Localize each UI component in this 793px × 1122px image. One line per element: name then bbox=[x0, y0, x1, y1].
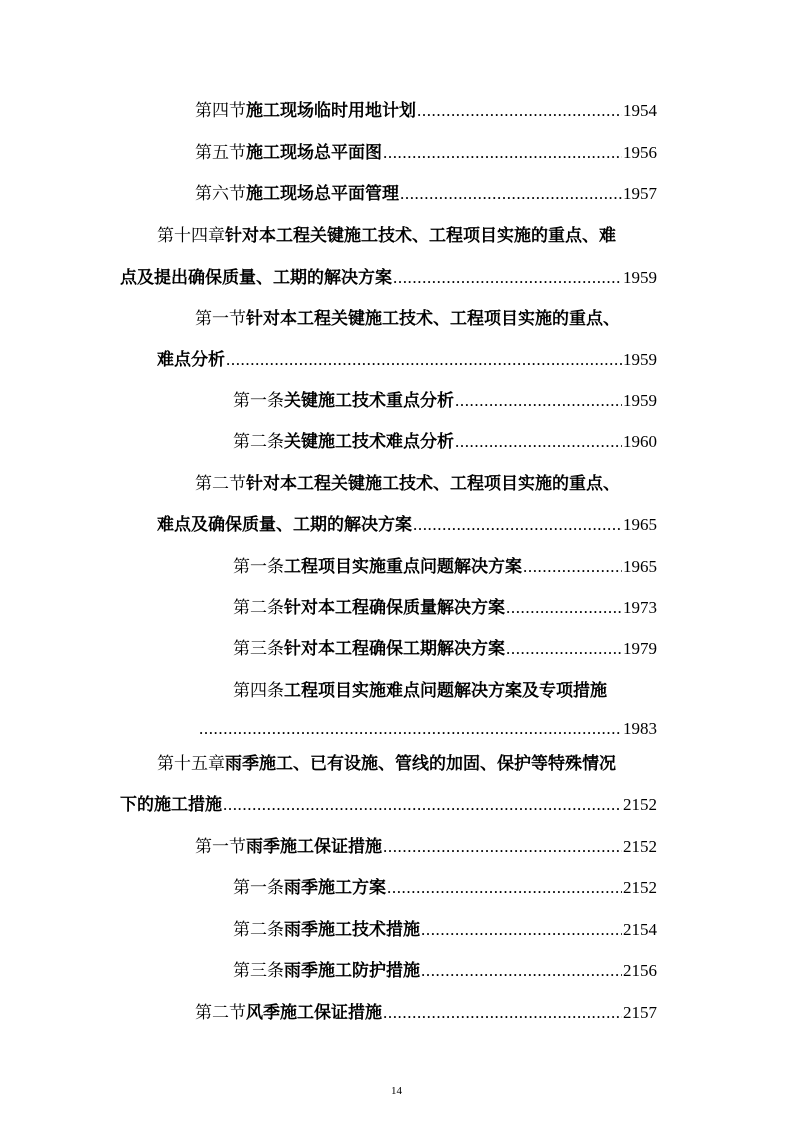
page-number: 14 bbox=[391, 1085, 402, 1097]
dot-leader bbox=[413, 514, 622, 536]
toc-entry-prefix: 第四条 bbox=[233, 681, 284, 701]
toc-entry-prefix: 第二节 bbox=[195, 1003, 246, 1023]
dot-leader bbox=[383, 142, 622, 164]
dot-leader bbox=[383, 1002, 622, 1024]
toc-entry[interactable] bbox=[233, 877, 657, 899]
toc-entry-title: 雨季施工防护措施 bbox=[284, 961, 420, 981]
toc-entry-page: 1956 bbox=[623, 143, 657, 162]
toc-entry[interactable] bbox=[233, 556, 657, 578]
toc-entry-title: 工程项目实施重点问题解决方案 bbox=[284, 557, 522, 577]
toc-entry[interactable] bbox=[233, 638, 657, 660]
dot-leader bbox=[523, 556, 622, 578]
dot-leader bbox=[455, 390, 622, 412]
dot-leader bbox=[383, 836, 622, 858]
dot-leader bbox=[421, 960, 622, 982]
toc-entry[interactable] bbox=[233, 680, 607, 702]
toc-entry-title: 施工现场总平面图 bbox=[246, 143, 382, 163]
toc-entry-title: 针对本工程确保工期解决方案 bbox=[284, 639, 505, 659]
toc-entry-title: 雨季施工、已有设施、管线的加固、保护等特殊情况 bbox=[225, 754, 616, 774]
toc-entry-title-cont: 点及提出确保质量、工期的解决方案 bbox=[120, 268, 392, 288]
toc-entry-page: 2152 bbox=[623, 878, 657, 897]
toc-entry-prefix: 第二条 bbox=[233, 432, 284, 452]
toc-entry-title: 关键施工技术重点分析 bbox=[284, 391, 454, 411]
toc-entry-title: 关键施工技术难点分析 bbox=[284, 432, 454, 452]
toc-entry-title: 雨季施工技术措施 bbox=[284, 920, 420, 940]
dot-leader bbox=[226, 349, 622, 371]
toc-entry-page: 1960 bbox=[623, 432, 657, 451]
toc-entry-prefix: 第五节 bbox=[195, 143, 246, 163]
toc-entry[interactable] bbox=[157, 225, 616, 247]
toc-entry[interactable] bbox=[195, 1002, 657, 1024]
toc-entry-page: 1959 bbox=[623, 391, 657, 410]
toc-entry[interactable] bbox=[195, 183, 657, 205]
dot-leader bbox=[421, 919, 622, 941]
toc-entry[interactable] bbox=[233, 431, 657, 453]
toc-entry[interactable] bbox=[195, 308, 620, 330]
dot-leader bbox=[199, 718, 622, 740]
toc-entry-title: 针对本工程确保质量解决方案 bbox=[284, 598, 505, 618]
toc-entry-title-cont: 难点分析 bbox=[157, 350, 225, 370]
toc-entry-title: 施工现场临时用地计划 bbox=[246, 101, 416, 121]
toc-entry-title-cont: 难点及确保质量、工期的解决方案 bbox=[157, 515, 412, 535]
toc-entry-page: 2152 bbox=[623, 795, 657, 814]
toc-entry-prefix: 第一条 bbox=[233, 391, 284, 411]
toc-entry-title: 针对本工程关键施工技术、工程项目实施的重点、 bbox=[246, 309, 620, 329]
toc-entry-prefix: 第三条 bbox=[233, 961, 284, 981]
toc-entry-page: 1959 bbox=[623, 268, 657, 287]
toc-entry[interactable] bbox=[195, 142, 657, 164]
toc-entry[interactable] bbox=[195, 836, 657, 858]
toc-entry-page: 1965 bbox=[623, 557, 657, 576]
toc-entry[interactable] bbox=[233, 919, 657, 941]
toc-entry-title: 雨季施工保证措施 bbox=[246, 837, 382, 857]
toc-entry[interactable] bbox=[233, 597, 657, 619]
toc-entry-continuation[interactable] bbox=[157, 349, 657, 371]
toc-entry-prefix: 第六节 bbox=[195, 184, 246, 204]
toc-entry-prefix: 第二节 bbox=[195, 474, 246, 494]
toc-entry-page: 2157 bbox=[623, 1003, 657, 1022]
toc-entry-page: 2156 bbox=[623, 961, 657, 980]
toc-entry-page: 1965 bbox=[623, 515, 657, 534]
toc-entry[interactable] bbox=[195, 473, 620, 495]
dot-leader bbox=[417, 100, 622, 122]
toc-entry-title: 针对本工程关键施工技术、工程项目实施的重点、难 bbox=[225, 226, 616, 246]
toc-entry-page: 1957 bbox=[623, 184, 657, 203]
toc-entry-prefix: 第一条 bbox=[233, 557, 284, 577]
toc-entry-prefix: 第四节 bbox=[195, 101, 246, 121]
toc-entry-title: 针对本工程关键施工技术、工程项目实施的重点、 bbox=[246, 474, 620, 494]
toc-entry-prefix: 第十五章 bbox=[157, 754, 225, 774]
toc-entry-prefix: 第一节 bbox=[195, 837, 246, 857]
toc-entry-prefix: 第十四章 bbox=[157, 226, 225, 246]
toc-entry-page: 2152 bbox=[623, 837, 657, 856]
toc-entry-title-cont: 下的施工措施 bbox=[120, 795, 222, 815]
toc-entry-page: 1954 bbox=[623, 101, 657, 120]
toc-entry[interactable] bbox=[195, 100, 657, 122]
dot-leader bbox=[506, 638, 622, 660]
toc-entry-page: 1983 bbox=[623, 719, 657, 738]
toc-entry-title: 雨季施工方案 bbox=[284, 878, 386, 898]
toc-entry-continuation[interactable] bbox=[120, 267, 657, 289]
toc-entry-continuation[interactable] bbox=[198, 718, 657, 740]
dot-leader bbox=[455, 431, 622, 453]
toc-entry-prefix: 第二条 bbox=[233, 598, 284, 618]
dot-leader bbox=[400, 183, 622, 205]
toc-entry[interactable] bbox=[157, 753, 616, 775]
toc-entry-title: 工程项目实施难点问题解决方案及专项措施 bbox=[284, 681, 607, 701]
toc-entry-page: 1973 bbox=[623, 598, 657, 617]
toc-entry-prefix: 第一节 bbox=[195, 309, 246, 329]
toc-entry-continuation[interactable] bbox=[120, 794, 657, 816]
dot-leader bbox=[506, 597, 622, 619]
toc-entry-page: 2154 bbox=[623, 920, 657, 939]
toc-entry-prefix: 第二条 bbox=[233, 920, 284, 940]
dot-leader bbox=[223, 794, 622, 816]
toc-entry-page: 1959 bbox=[623, 350, 657, 369]
toc-entry-title: 风季施工保证措施 bbox=[246, 1003, 382, 1023]
dot-leader bbox=[393, 267, 622, 289]
dot-leader bbox=[387, 877, 622, 899]
toc-entry-continuation[interactable] bbox=[157, 514, 657, 536]
toc-entry-page: 1979 bbox=[623, 639, 657, 658]
toc-entry-prefix: 第一条 bbox=[233, 878, 284, 898]
toc-entry[interactable] bbox=[233, 960, 657, 982]
toc-entry-title: 施工现场总平面管理 bbox=[246, 184, 399, 204]
toc-entry[interactable] bbox=[233, 390, 657, 412]
toc-entry-prefix: 第三条 bbox=[233, 639, 284, 659]
